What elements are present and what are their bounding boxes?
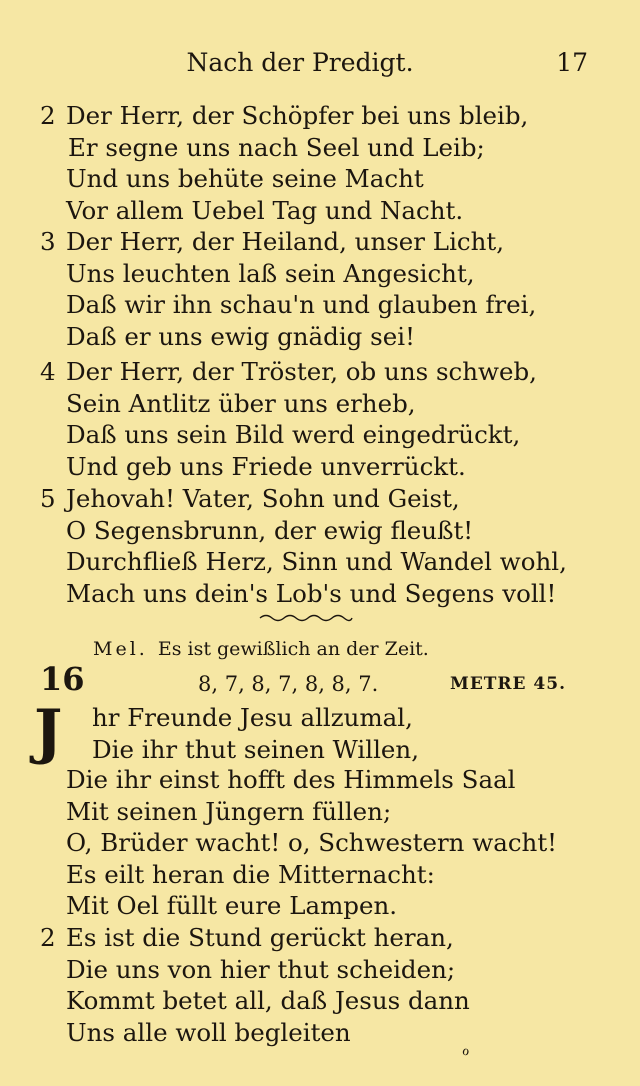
stanza-number: 2 <box>40 101 56 130</box>
verse-line: hr Freunde Jesu allzumal, <box>92 703 413 732</box>
stanza-2 <box>40 100 626 226</box>
metre-reference: METRE 45. <box>450 674 567 694</box>
running-head: Nach der Predigt. <box>186 48 414 77</box>
verse-line: Die ihr einst hofft des Himmels Saal <box>66 765 516 794</box>
verse-line: Der Herr, der Heiland, unser Licht, <box>66 227 505 256</box>
verse-line: Mit Oel füllt eure Lampen. <box>66 891 398 920</box>
stanza-5 <box>40 483 626 609</box>
verse-line: Mit seinen Jüngern füllen; <box>66 796 392 826</box>
verse-line: Und geb uns Friede unverrückt. <box>66 451 466 481</box>
stanza-number: 4 <box>40 357 56 386</box>
hymn16-stanza-1 <box>92 702 640 734</box>
verse-line: Daß wir ihn schau'n und glauben frei, <box>66 290 537 319</box>
page-number: 17 <box>556 48 588 77</box>
page-header <box>0 48 640 88</box>
melody-label: Mel. <box>93 638 148 660</box>
verse-line: Uns alle woll begleiten <box>66 1017 351 1047</box>
ornament-divider <box>258 611 354 625</box>
verse-line: Jehovah! Vater, Sohn und Geist, <box>66 484 460 513</box>
hymn16-stanza-1-line2 <box>92 734 640 766</box>
melody-title: Es ist gewißlich an der Zeit. <box>157 638 429 660</box>
verse-line: Die ihr thut seinen Willen, <box>92 735 419 764</box>
hymn-number: 16 <box>40 660 85 698</box>
verse-line: Es eilt heran die Mitternacht: <box>66 859 435 889</box>
hymn16-stanza-2 <box>40 922 626 1048</box>
verse-line: Der Herr, der Schöpfer bei uns bleib, <box>66 101 529 130</box>
melody-reference <box>93 638 429 660</box>
verse-line: Er segne uns nach Seel und Leib; <box>68 132 485 162</box>
signature-mark: ℴ <box>462 1040 470 1059</box>
stanza-4 <box>40 356 626 482</box>
stanza-number: 5 <box>40 484 56 513</box>
verse-line: Vor allem Uebel Tag und Nacht. <box>66 195 464 225</box>
verse-line: Mach uns dein's Lob's und Segens voll! <box>66 578 557 608</box>
stanza-3 <box>40 226 626 352</box>
drop-cap: J <box>34 697 63 767</box>
verse-line: Und uns behüte seine Macht <box>66 164 424 193</box>
verse-line: Es ist die Stund gerückt heran, <box>66 923 454 952</box>
verse-line: Kommt betet all, daß Jesus dann <box>66 986 470 1015</box>
hymn16-stanza-1-rest <box>66 764 626 922</box>
verse-line: O, Brüder wacht! o, Schwestern wacht! <box>66 828 558 857</box>
verse-line: Die uns von hier thut scheiden; <box>66 954 456 984</box>
verse-line: Durchfließ Herz, Sinn und Wandel wohl, <box>66 547 567 576</box>
verse-line: Daß er uns ewig gnädig sei! <box>66 321 415 351</box>
verse-line: Uns leuchten laß sein Angesicht, <box>66 258 475 288</box>
verse-line: Der Herr, der Tröster, ob uns schweb, <box>66 357 537 386</box>
stanza-number: 3 <box>40 227 56 256</box>
verse-line: O Segensbrunn, der ewig fleußt! <box>66 515 474 545</box>
meter-pattern: 8, 7, 8, 7, 8, 8, 7. <box>198 672 379 696</box>
verse-line: Sein Antlitz über uns erheb, <box>66 388 416 418</box>
verse-line: Daß uns sein Bild werd eingedrückt, <box>66 420 521 449</box>
stanza-number: 2 <box>40 923 56 952</box>
